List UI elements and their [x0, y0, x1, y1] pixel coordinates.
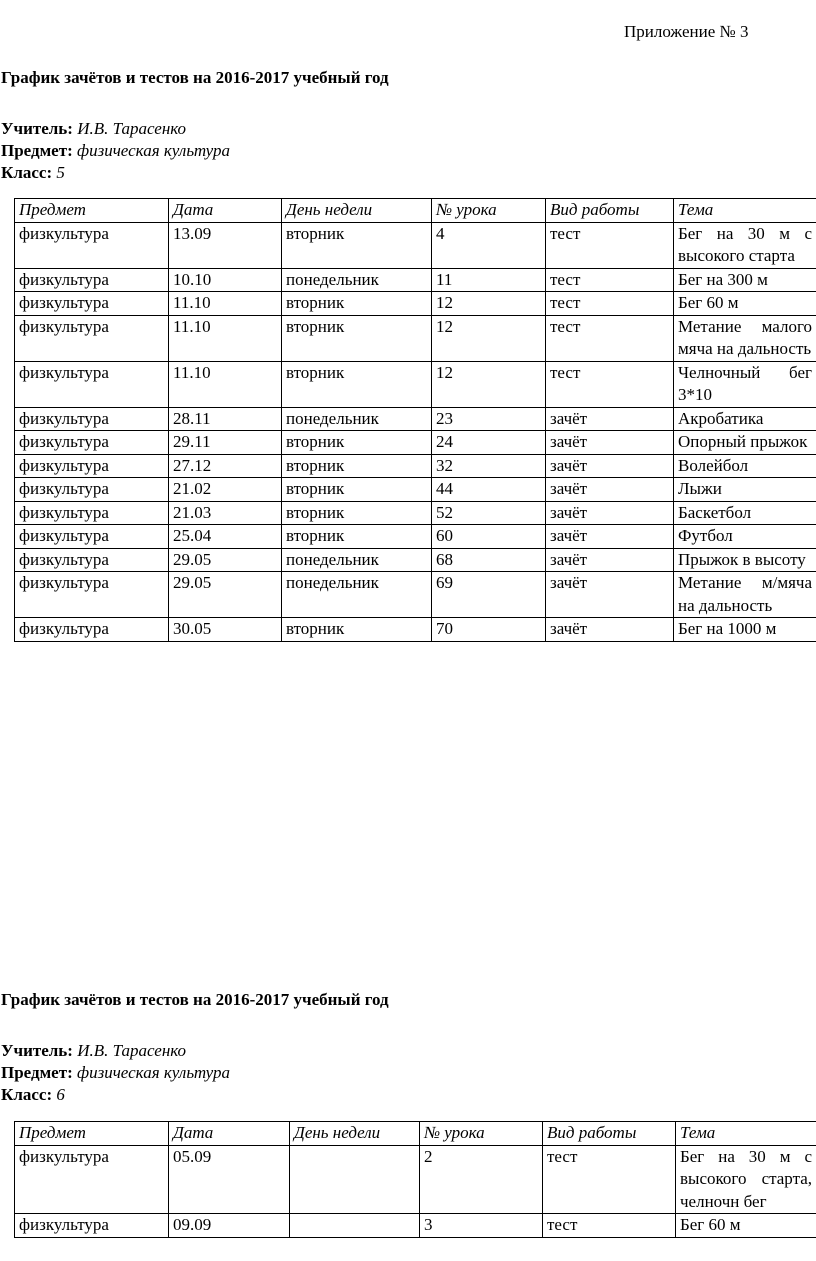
- date-cell: 11.10: [169, 292, 282, 316]
- class-value: 6: [56, 1085, 65, 1104]
- work-type-cell: зачёт: [546, 478, 674, 502]
- table-row: [15, 1214, 816, 1238]
- table-header-row: [15, 1122, 816, 1146]
- lesson-number-cell: 69: [432, 572, 546, 618]
- class-label: Класс:: [1, 163, 53, 182]
- work-type-cell: тест: [546, 292, 674, 316]
- subject-cell: физкультура: [15, 572, 169, 618]
- work-type-cell: тест: [543, 1214, 676, 1238]
- work-type-cell: зачёт: [546, 572, 674, 618]
- work-type-cell: зачёт: [546, 431, 674, 455]
- teacher-value: И.В. Тарасенко: [77, 119, 187, 138]
- schedule-section-class-5: [0, 68, 816, 184]
- subject-cell: физкультура: [15, 431, 169, 455]
- weekday-cell: вторник: [282, 361, 432, 407]
- date-header: Дата: [169, 199, 282, 223]
- lesson-number-cell: 52: [432, 501, 546, 525]
- subject-header: Предмет: [15, 199, 169, 223]
- work-type-cell: зачёт: [546, 454, 674, 478]
- lesson-number-cell: 11: [432, 268, 546, 292]
- date-cell: 21.03: [169, 501, 282, 525]
- subject-label: Предмет:: [1, 141, 73, 160]
- weekday-cell: вторник: [282, 478, 432, 502]
- work-type-cell: тест: [546, 315, 674, 361]
- table-row: [15, 478, 816, 502]
- work-type-cell: зачёт: [546, 618, 674, 642]
- subject-cell: физкультура: [15, 454, 169, 478]
- class-line: [0, 162, 816, 184]
- work-type-header: Вид работы: [543, 1122, 676, 1146]
- lesson-number-header: № урока: [420, 1122, 543, 1146]
- appendix-label: Приложение № 3: [624, 22, 749, 41]
- table-row: [15, 501, 816, 525]
- table-row: [15, 268, 816, 292]
- topic-header: Тема: [676, 1122, 816, 1146]
- weekday-header: День недели: [290, 1122, 420, 1146]
- teacher-line: [0, 118, 816, 140]
- date-cell: 10.10: [169, 268, 282, 292]
- table-row: [15, 618, 816, 642]
- lesson-number-cell: 12: [432, 315, 546, 361]
- section-title: График зачётов и тестов на 2016-2017 учебный год: [1, 990, 389, 1009]
- weekday-cell: вторник: [282, 454, 432, 478]
- subject-cell: физкультура: [15, 1145, 169, 1214]
- topic-header: Тема: [674, 199, 816, 223]
- weekday-cell: вторник: [282, 618, 432, 642]
- work-type-cell: тест: [543, 1145, 676, 1214]
- date-cell: 11.10: [169, 361, 282, 407]
- date-cell: 29.11: [169, 431, 282, 455]
- schedule-section-class-6: [0, 990, 816, 1106]
- date-cell: 05.09: [169, 1145, 290, 1214]
- lesson-number-cell: 2: [420, 1145, 543, 1214]
- date-cell: 09.09: [169, 1214, 290, 1238]
- section-title: График зачётов и тестов на 2016-2017 учебный год: [1, 68, 389, 87]
- table-row: [15, 431, 816, 455]
- class-value: 5: [56, 163, 65, 182]
- weekday-cell: вторник: [282, 222, 432, 268]
- work-type-header: Вид работы: [546, 199, 674, 223]
- date-cell: 13.09: [169, 222, 282, 268]
- lesson-number-cell: 70: [432, 618, 546, 642]
- topic-cell: Метание м/мяча на дальность: [674, 572, 816, 618]
- lesson-number-cell: 32: [432, 454, 546, 478]
- lesson-number-header: № урока: [432, 199, 546, 223]
- schedule-table: [14, 1121, 816, 1238]
- subject-line: [0, 140, 816, 162]
- topic-cell: Бег на 30 м с высокого старта: [674, 222, 816, 268]
- weekday-cell: понедельник: [282, 572, 432, 618]
- work-type-cell: тест: [546, 361, 674, 407]
- weekday-cell: вторник: [282, 292, 432, 316]
- topic-cell: Прыжок в высоту: [674, 548, 816, 572]
- topic-cell: Баскетбол: [674, 501, 816, 525]
- topic-cell: Футбол: [674, 525, 816, 549]
- work-type-cell: зачёт: [546, 548, 674, 572]
- work-type-cell: тест: [546, 268, 674, 292]
- work-type-cell: зачёт: [546, 525, 674, 549]
- subject-cell: физкультура: [15, 1214, 169, 1238]
- table-row: [15, 361, 816, 407]
- subject-cell: физкультура: [15, 292, 169, 316]
- date-cell: 29.05: [169, 572, 282, 618]
- topic-cell: Волейбол: [674, 454, 816, 478]
- subject-value: физическая культура: [77, 1063, 230, 1082]
- topic-cell: Акробатика: [674, 407, 816, 431]
- teacher-label: Учитель:: [1, 1041, 73, 1060]
- lesson-number-cell: 3: [420, 1214, 543, 1238]
- class-line: [0, 1084, 816, 1106]
- subject-cell: физкультура: [15, 548, 169, 572]
- weekday-cell: вторник: [282, 501, 432, 525]
- date-cell: 21.02: [169, 478, 282, 502]
- table-row: [15, 407, 816, 431]
- date-cell: 30.05: [169, 618, 282, 642]
- topic-cell: Челночный бег 3*10: [674, 361, 816, 407]
- subject-cell: физкультура: [15, 315, 169, 361]
- table-row: [15, 525, 816, 549]
- work-type-cell: зачёт: [546, 407, 674, 431]
- date-header: Дата: [169, 1122, 290, 1146]
- lesson-number-cell: 23: [432, 407, 546, 431]
- lesson-number-cell: 24: [432, 431, 546, 455]
- weekday-cell: вторник: [282, 315, 432, 361]
- teacher-label: Учитель:: [1, 119, 73, 138]
- lesson-number-cell: 44: [432, 478, 546, 502]
- lesson-number-cell: 12: [432, 292, 546, 316]
- topic-cell: Метание малого мяча на дальность: [674, 315, 816, 361]
- subject-cell: физкультура: [15, 501, 169, 525]
- weekday-cell: понедельник: [282, 548, 432, 572]
- subject-cell: физкультура: [15, 407, 169, 431]
- subject-cell: физкультура: [15, 525, 169, 549]
- subject-line: [0, 1062, 816, 1084]
- date-cell: 28.11: [169, 407, 282, 431]
- subject-value: физическая культура: [77, 141, 230, 160]
- table-row: [15, 1145, 816, 1214]
- weekday-cell: [290, 1145, 420, 1214]
- weekday-cell: понедельник: [282, 407, 432, 431]
- subject-cell: физкультура: [15, 222, 169, 268]
- subject-label: Предмет:: [1, 1063, 73, 1082]
- teacher-value: И.В. Тарасенко: [77, 1041, 187, 1060]
- table-row: [15, 548, 816, 572]
- weekday-cell: вторник: [282, 431, 432, 455]
- topic-cell: Бег на 30 м с высокого старта, челночн бег: [676, 1145, 816, 1214]
- date-cell: 27.12: [169, 454, 282, 478]
- table-row: [15, 454, 816, 478]
- topic-cell: Бег 60 м: [674, 292, 816, 316]
- lesson-number-cell: 68: [432, 548, 546, 572]
- topic-cell: Бег 60 м: [676, 1214, 816, 1238]
- lesson-number-cell: 60: [432, 525, 546, 549]
- date-cell: 29.05: [169, 548, 282, 572]
- table-row: [15, 315, 816, 361]
- weekday-cell: понедельник: [282, 268, 432, 292]
- table-header-row: [15, 199, 816, 223]
- subject-cell: физкультура: [15, 268, 169, 292]
- table-row: [15, 572, 816, 618]
- subject-cell: физкультура: [15, 618, 169, 642]
- schedule-table: [14, 198, 816, 642]
- topic-cell: Лыжи: [674, 478, 816, 502]
- date-cell: 11.10: [169, 315, 282, 361]
- topic-cell: Бег на 1000 м: [674, 618, 816, 642]
- class-label: Класс:: [1, 1085, 53, 1104]
- date-cell: 25.04: [169, 525, 282, 549]
- table-row: [15, 292, 816, 316]
- topic-cell: Бег на 300 м: [674, 268, 816, 292]
- work-type-cell: зачёт: [546, 501, 674, 525]
- subject-cell: физкультура: [15, 361, 169, 407]
- lesson-number-cell: 4: [432, 222, 546, 268]
- weekday-cell: вторник: [282, 525, 432, 549]
- subject-header: Предмет: [15, 1122, 169, 1146]
- table-row: [15, 222, 816, 268]
- topic-cell: Опорный прыжок: [674, 431, 816, 455]
- subject-cell: физкультура: [15, 478, 169, 502]
- work-type-cell: тест: [546, 222, 674, 268]
- teacher-line: [0, 1040, 816, 1062]
- weekday-cell: [290, 1214, 420, 1238]
- lesson-number-cell: 12: [432, 361, 546, 407]
- weekday-header: День недели: [282, 199, 432, 223]
